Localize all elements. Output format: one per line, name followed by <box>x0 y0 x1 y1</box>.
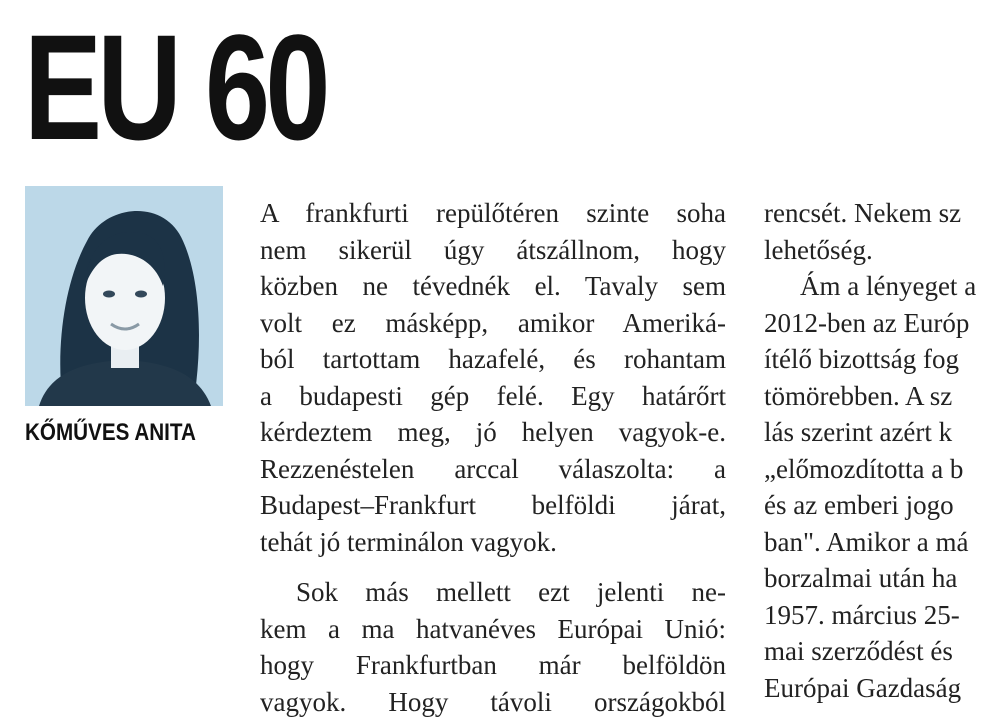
text-line: hogy Frankfurtban már belföldön <box>260 650 726 680</box>
text-line: kem a ma hatvanéves Európai Unió: <box>260 613 726 644</box>
text-line: Budapest–Frankfurt belföldi járat, <box>260 490 726 520</box>
text-line: tehát jó terminálon vagyok. <box>260 526 557 557</box>
text-line: Sok más mellett ezt jelenti ne- <box>296 577 726 607</box>
text-line: Rezzenéstelen arccal válaszolta: a <box>260 453 726 484</box>
text-line: és az emberi jogo <box>764 490 954 520</box>
text-line: a budapesti gép felé. Egy határőrt <box>260 380 726 411</box>
masthead-title: EU 60 <box>24 3 326 171</box>
text-line: Európai Gazdaság <box>764 672 962 703</box>
text-line: lás szerint azért k <box>764 417 953 447</box>
text-line: ítélő bizottság fog <box>764 344 959 374</box>
text-line: borzalmai után ha <box>764 563 958 593</box>
article-column-1 <box>260 195 726 720</box>
text-line: volt ez másképp, amikor Ameriká- <box>260 307 726 338</box>
text-line: rencsét. Nekem sz <box>764 198 962 228</box>
text-line: nem sikerül úgy átszállnom, hogy <box>260 234 726 265</box>
author-byline: KŐMŰVES ANITA <box>25 419 196 446</box>
text-line: A frankfurti repülőtéren szinte soha <box>260 198 726 228</box>
text-line: 1957. március 25- <box>764 599 960 630</box>
text-line: tömörebben. A sz <box>764 380 953 411</box>
text-line: 2012-ben az Európ <box>764 307 970 338</box>
text-line: kérdeztem meg, jó helyen vagyok-e. <box>260 417 726 447</box>
text-line: „előmozdította a b <box>764 453 964 484</box>
author-photo-illustration <box>25 186 223 406</box>
text-line: Ám a lényeget a <box>800 271 977 301</box>
text-line: közben ne tévednék el. Tavaly sem <box>260 271 726 301</box>
text-line: mai szerződést és <box>764 636 953 666</box>
text-line: vagyok. Hogy távoli országokból <box>260 686 726 717</box>
text-line: ban". Amikor a má <box>764 526 969 557</box>
article-column-2 <box>764 195 1000 706</box>
text-line: ból tartottam hazafelé, és rohantam <box>260 344 726 374</box>
author-portrait <box>25 186 223 406</box>
text-line: lehetőség. <box>764 234 873 265</box>
